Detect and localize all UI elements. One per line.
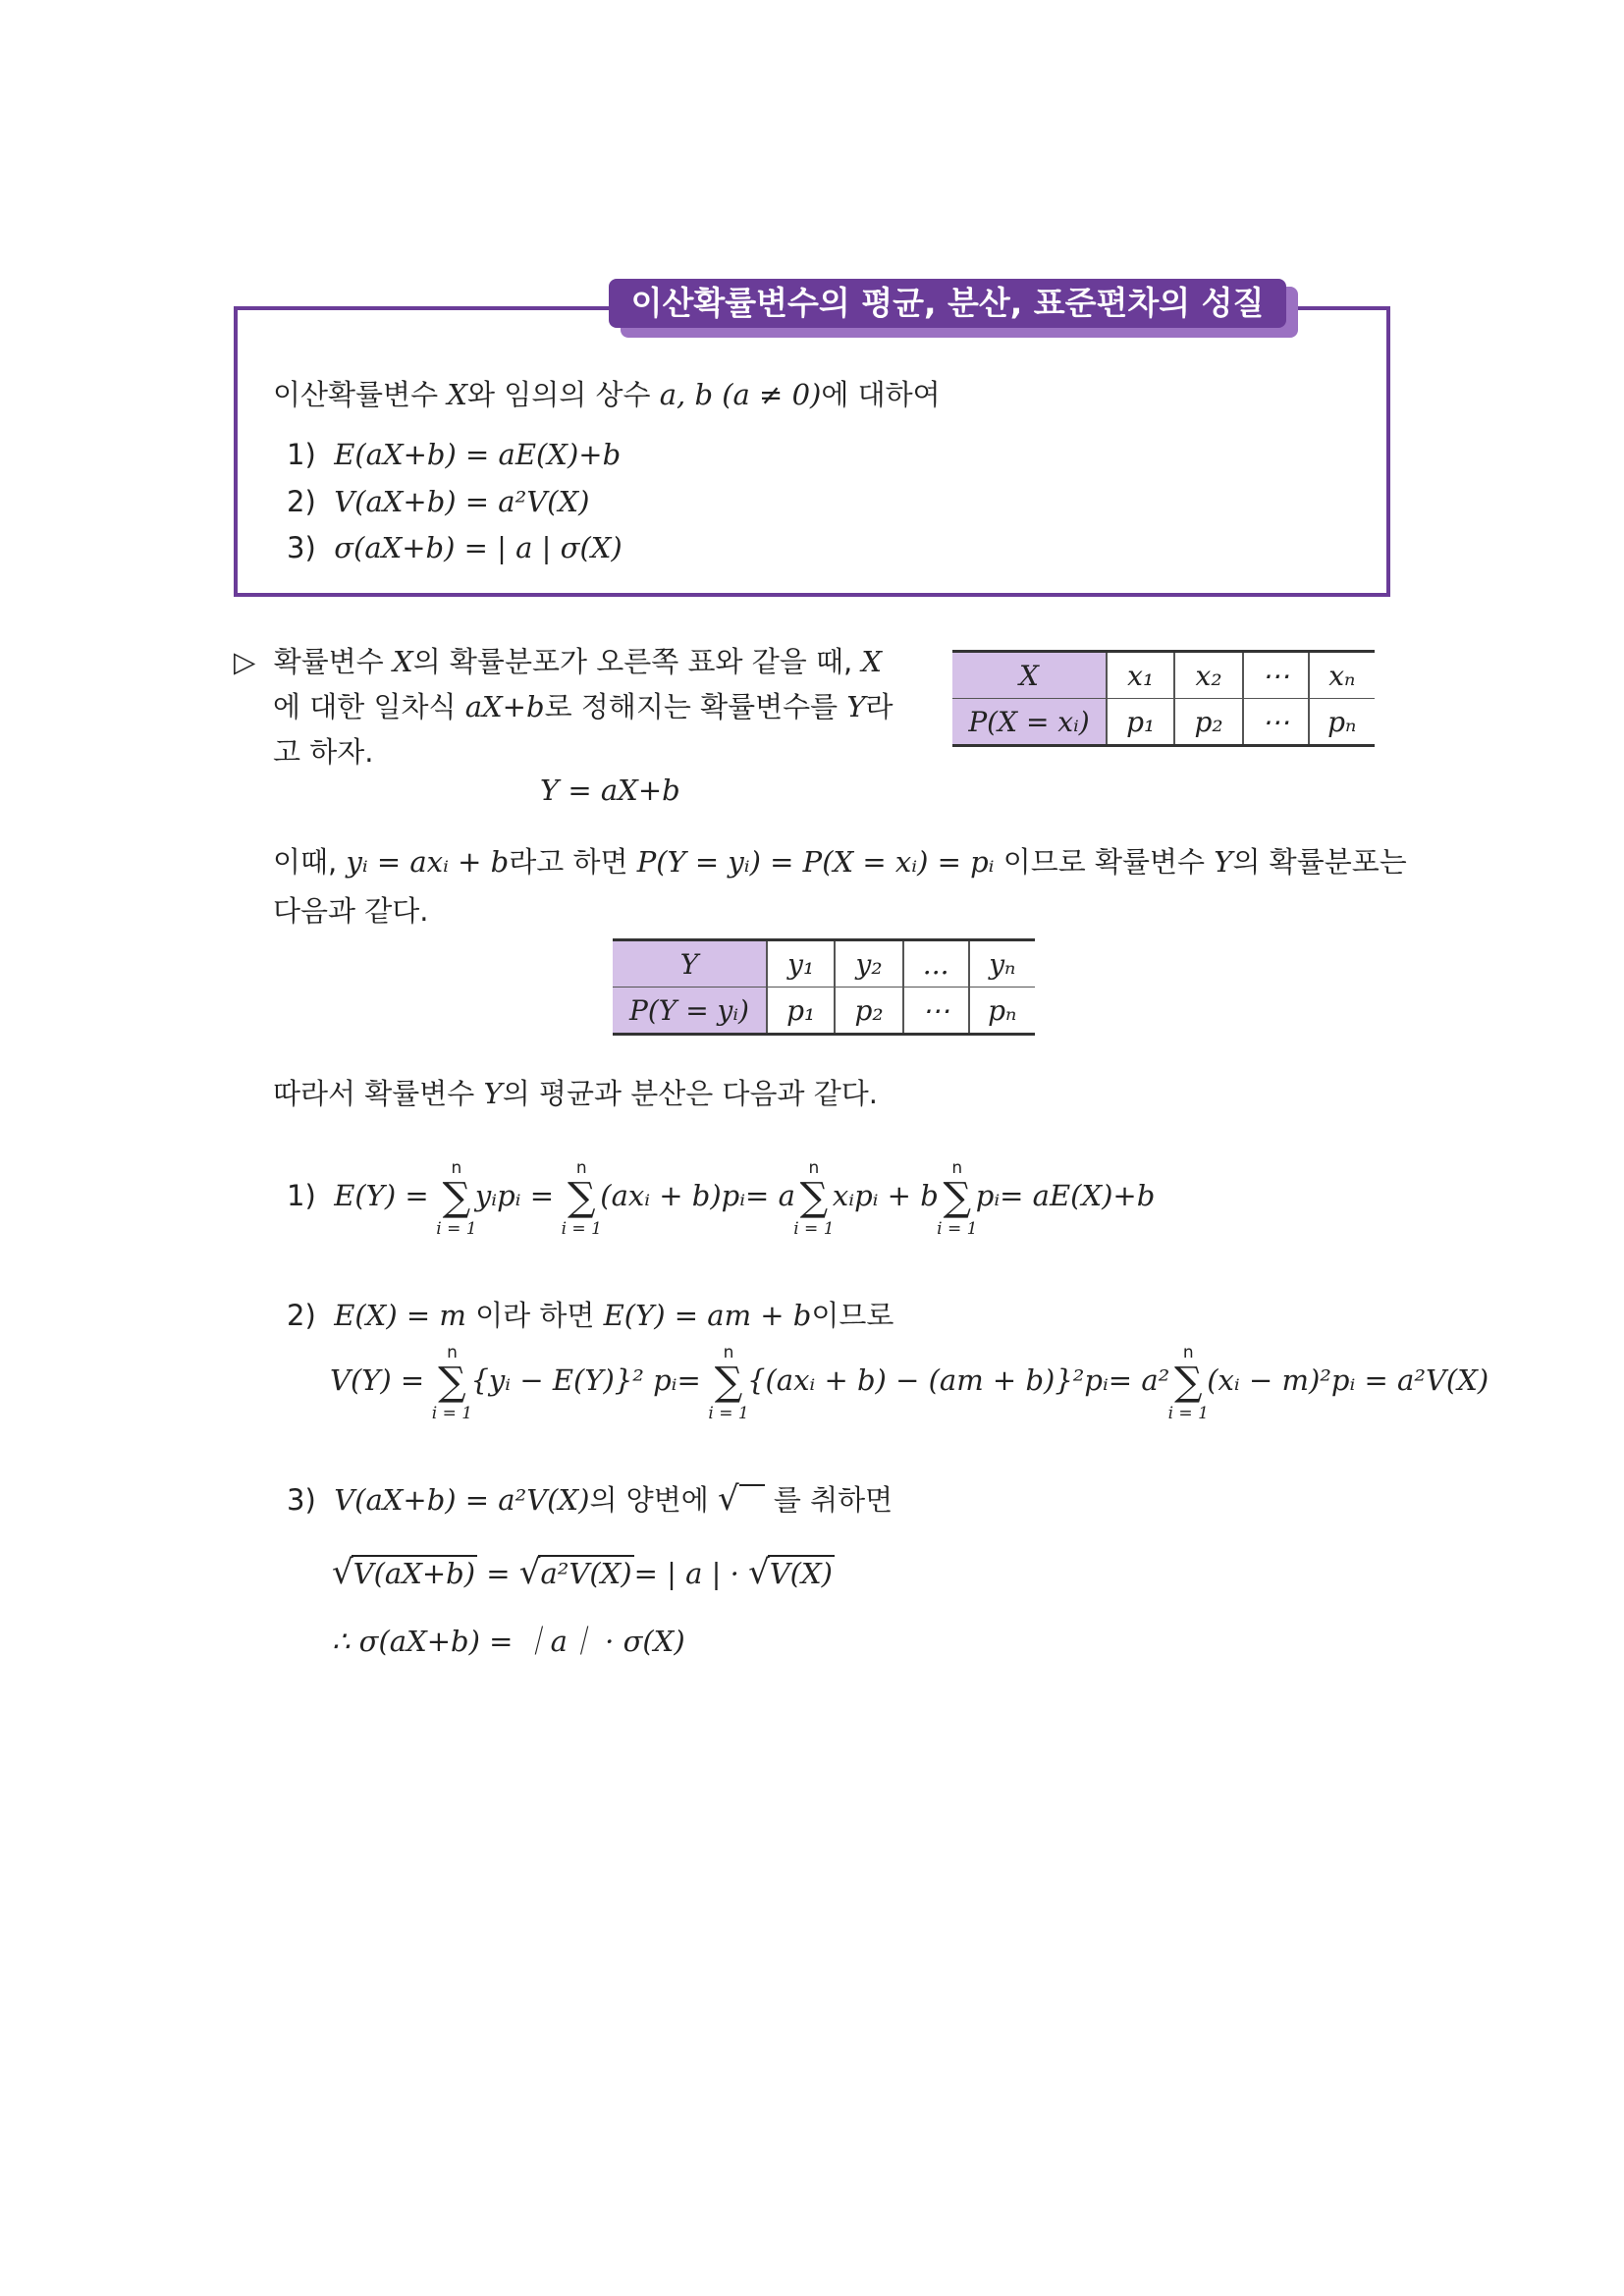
- formula: V(aX+b) = a²V(X): [334, 1483, 590, 1517]
- sum-lower: i = 1: [431, 1404, 473, 1423]
- var-y: Y: [846, 690, 866, 723]
- item-number: 3): [287, 1483, 316, 1517]
- table-y-distribution: [613, 938, 1035, 1036]
- sum-upper: n: [723, 1343, 734, 1362]
- para2-line2: 다음과 같다.: [273, 894, 429, 928]
- item-formula: V(aX+b) = a²V(X): [334, 485, 590, 518]
- formula: V(Y) =: [330, 1363, 425, 1397]
- var-y: Y: [1214, 845, 1233, 879]
- para1-line2: [273, 685, 893, 725]
- table-cell: yₙ: [969, 940, 1035, 988]
- intro-text: 이산확률변수: [273, 378, 448, 411]
- sum-upper: n: [951, 1158, 963, 1178]
- box-title: 이산확률변수의 평균, 분산, 표준편차의 성질: [609, 279, 1286, 328]
- proof-3-conclusion: ∴ σ(aX+b) = ｜a｜ · σ(X): [332, 1625, 685, 1658]
- item-number: 1): [287, 438, 316, 471]
- radicand: V(X): [769, 1557, 833, 1590]
- item-number: 3): [287, 531, 316, 564]
- sqrt-icon: √: [518, 1553, 541, 1592]
- sigma-icon: n ∑ i = 1: [1171, 1362, 1205, 1402]
- table-cell: ...: [903, 940, 969, 988]
- table-row: [952, 652, 1375, 699]
- table-header-cell: P(X = xᵢ): [952, 699, 1107, 746]
- table-cell: p₂: [1174, 699, 1242, 746]
- table-header-cell: X: [952, 652, 1107, 699]
- intro-text-mid: 와 임의의 상수: [466, 378, 660, 411]
- para1-line3: 고 하자.: [273, 735, 374, 769]
- sum-upper: n: [451, 1158, 462, 1178]
- sigma-icon: n ∑ i = 1: [712, 1362, 745, 1402]
- sqrt-icon: √: [332, 1553, 353, 1592]
- formula: P(Y = yᵢ) = P(X = xᵢ) = pᵢ: [636, 845, 995, 879]
- table-x-distribution: [952, 650, 1375, 747]
- intro-text-post: 에 대하여: [821, 378, 941, 411]
- proof-2-line2: [330, 1343, 1489, 1423]
- sqrt-icon: √: [718, 1479, 765, 1519]
- formula: =: [486, 1557, 511, 1590]
- sum-lower: i = 1: [708, 1404, 749, 1423]
- sigma-icon: n ∑ i = 1: [440, 1178, 473, 1217]
- proof-3-line2: [332, 1553, 835, 1592]
- sqrt-icon: √: [748, 1553, 770, 1592]
- formula: = | a | ·: [633, 1557, 739, 1590]
- sigma-icon: n ∑ i = 1: [435, 1362, 468, 1402]
- box-item-2: [287, 485, 589, 518]
- sum-lower: i = 1: [561, 1219, 602, 1239]
- table-cell: pₙ: [969, 988, 1035, 1035]
- formula: E(Y) =: [334, 1179, 429, 1212]
- item-formula: E(aX+b) = aE(X)+b: [334, 438, 622, 471]
- item-number: 2): [287, 1299, 316, 1332]
- table-cell: xₙ: [1309, 652, 1375, 699]
- formula: yᵢ = axᵢ + b: [346, 845, 510, 879]
- sum-upper: n: [1182, 1343, 1194, 1362]
- sum-lower: i = 1: [436, 1219, 477, 1239]
- var-x: X: [393, 645, 413, 678]
- table-row: [613, 988, 1035, 1035]
- sigma-icon: n ∑ i = 1: [941, 1178, 974, 1217]
- text: 따라서 확률변수: [273, 1077, 484, 1110]
- text: 의 양변에: [589, 1483, 718, 1517]
- center-equation: Y = aX+b: [540, 774, 680, 807]
- text: 이므로 확률변수: [994, 845, 1215, 879]
- radicand: a²V(X): [540, 1557, 632, 1590]
- table-cell: y₂: [835, 940, 902, 988]
- table-cell: ⋯: [1243, 652, 1309, 699]
- table-cell: p₂: [835, 988, 902, 1035]
- table-cell: ⋯: [1243, 699, 1309, 746]
- table-row: [613, 940, 1035, 988]
- text: 라고 하면: [509, 845, 637, 879]
- sigma-icon: n ∑ i = 1: [797, 1178, 831, 1217]
- sum-upper: n: [808, 1158, 820, 1178]
- formula: xᵢpᵢ + b: [832, 1179, 939, 1212]
- text: 이때,: [273, 845, 347, 879]
- item-formula: σ(aX+b) = | a | σ(X): [334, 531, 623, 564]
- formula: (axᵢ + b)pᵢ= a: [600, 1179, 795, 1212]
- intro-constants: a, b (a ≠ 0): [659, 378, 822, 411]
- box-intro: [273, 373, 941, 413]
- sigma-icon: n ∑ i = 1: [565, 1178, 598, 1217]
- text: 를 취하면: [764, 1483, 893, 1517]
- table-cell: x₁: [1107, 652, 1174, 699]
- text: 라: [865, 690, 893, 723]
- table-header-cell: Y: [613, 940, 767, 988]
- box-item-3: [287, 531, 623, 564]
- table-cell: p₁: [767, 988, 835, 1035]
- formula: yᵢpᵢ =: [474, 1179, 555, 1212]
- sum-upper: n: [447, 1343, 458, 1362]
- linear-expr: aX+b: [464, 690, 545, 723]
- table-cell: ⋯: [903, 988, 969, 1035]
- intro-var-x: X: [447, 378, 467, 411]
- box-item-1: [287, 438, 621, 471]
- formula: (xᵢ − m)²pᵢ = a²V(X): [1207, 1363, 1489, 1397]
- text: 확률변수: [273, 645, 394, 678]
- sum-upper: n: [575, 1158, 587, 1178]
- proof-1: [287, 1158, 1156, 1239]
- text: 의 평균과 분산은 다음과 같다.: [502, 1077, 878, 1110]
- para2-line1: [273, 840, 1407, 881]
- var-y: Y: [483, 1077, 503, 1110]
- formula: {yᵢ − E(Y)}² pᵢ=: [470, 1363, 701, 1397]
- triangle-marker-icon: ▷: [234, 645, 256, 678]
- text: 의 확률분포는: [1232, 845, 1407, 879]
- sum-lower: i = 1: [1167, 1404, 1209, 1423]
- radicand: V(aX+b): [352, 1557, 476, 1590]
- sum-lower: i = 1: [793, 1219, 835, 1239]
- item-number: 2): [287, 485, 316, 518]
- text: 의 확률분포가 오른쪽 표와 같을 때,: [412, 645, 862, 678]
- sum-lower: i = 1: [937, 1219, 978, 1239]
- formula: E(X) = m: [334, 1299, 466, 1332]
- formula: E(Y) = am + b: [603, 1299, 812, 1332]
- var-x: X: [861, 645, 883, 678]
- text: 이므로: [811, 1299, 894, 1332]
- proof-2-line1: [287, 1294, 893, 1334]
- text: 에 대한 일차식: [273, 690, 465, 723]
- table-cell: p₁: [1107, 699, 1174, 746]
- text: 로 정해지는 확률변수를: [544, 690, 847, 723]
- para3: [273, 1072, 878, 1112]
- item-number: 1): [287, 1179, 316, 1212]
- table-cell: pₙ: [1309, 699, 1375, 746]
- para1-line1: [234, 640, 882, 680]
- table-row: [952, 699, 1375, 746]
- text: 이라 하면: [465, 1299, 604, 1332]
- formula: {(axᵢ + b) − (am + b)}²pᵢ= a²: [747, 1363, 1170, 1397]
- table-cell: y₁: [767, 940, 835, 988]
- table-header-cell: P(Y = yᵢ): [613, 988, 767, 1035]
- formula: pᵢ= aE(X)+b: [975, 1179, 1156, 1212]
- table-cell: x₂: [1174, 652, 1242, 699]
- proof-3-line1: [287, 1478, 893, 1519]
